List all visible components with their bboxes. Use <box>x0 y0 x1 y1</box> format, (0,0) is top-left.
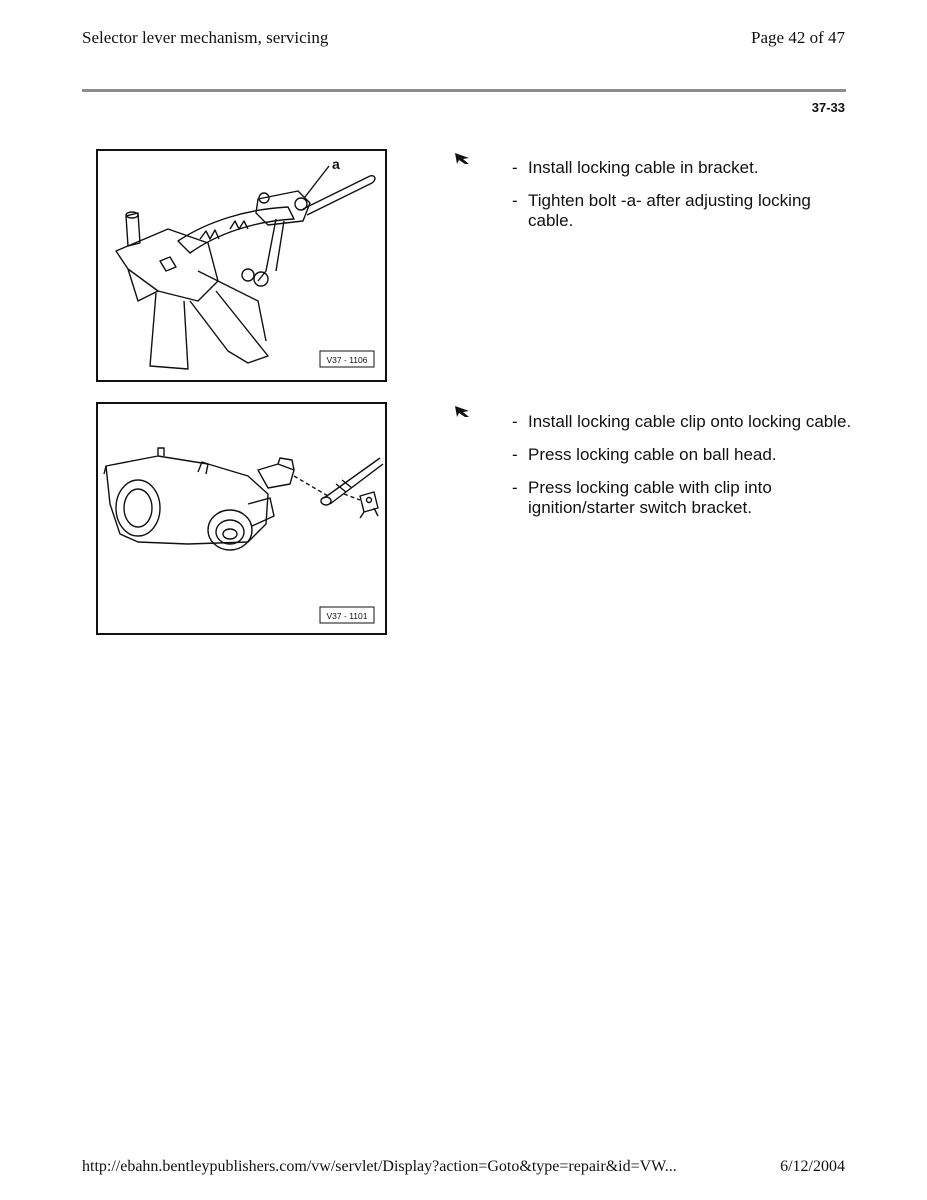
source-url[interactable]: http://ebahn.bentleypublishers.com/vw/servlet/Display?action=Goto&type=repair&id=VW... <box>82 1158 677 1175</box>
list-item <box>512 478 852 518</box>
list-item <box>512 191 852 231</box>
print-date: 6/12/2004 <box>780 1158 845 1175</box>
section-code: 37-33 <box>811 100 845 115</box>
figure-pointer-icon <box>453 150 471 166</box>
selector-lever-illustration <box>98 151 385 380</box>
figure-label: V37 - 1101 <box>326 611 368 621</box>
list-marker: - <box>512 445 518 464</box>
figure-ignition-switch-bracket <box>96 402 387 635</box>
step-text: Tighten bolt -a- after adjusting locking cable. <box>528 191 811 230</box>
list-marker: - <box>512 191 518 210</box>
list-item <box>512 412 852 432</box>
list-marker: - <box>512 478 518 497</box>
step-text: Press locking cable on ball head. <box>528 445 777 464</box>
callout-a: a <box>332 156 340 172</box>
figure-pointer-icon <box>453 403 471 419</box>
list-marker: - <box>512 158 518 177</box>
header-divider <box>82 89 846 92</box>
page-number: Page 42 of 47 <box>751 28 845 47</box>
step-list <box>512 158 852 244</box>
step-text: Press locking cable with clip into ignition/starter switch bracket. <box>528 478 772 517</box>
figure-label: V37 - 1106 <box>326 355 368 365</box>
ignition-switch-illustration <box>98 404 385 633</box>
list-item <box>512 158 852 178</box>
list-item <box>512 445 852 465</box>
document-title: Selector lever mechanism, servicing <box>82 28 329 47</box>
step-list <box>512 412 852 531</box>
step-text: Install locking cable clip onto locking cable. <box>528 412 852 431</box>
step-text: Install locking cable in bracket. <box>528 158 759 177</box>
figure-selector-lever-bracket <box>96 149 387 382</box>
list-marker: - <box>512 412 518 431</box>
